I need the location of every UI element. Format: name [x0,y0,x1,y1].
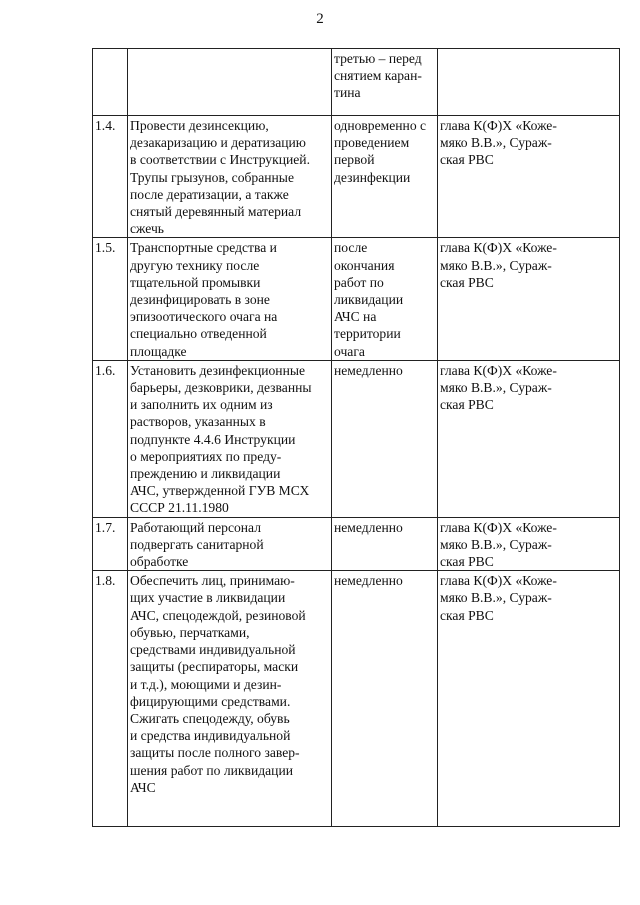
row-number-cell [93,238,128,360]
table-row [93,49,620,116]
row-number: 1.8. [95,573,116,589]
table-row [93,571,620,827]
responsible-cell [438,49,620,116]
responsible-cell [438,517,620,571]
term-text: немедленно [334,573,403,589]
action-cell [128,49,332,116]
action-text: Установить дезинфекционные барьеры, дезковрики, дезванны и заполнить их одним из растворов, указанных в подпункте 4.4.6 Инструкции о мероприятиях по преду- преждению и ликвидации АЧС, утвержденной ГУВ МСХ СССР 21.11.1980 [130,362,312,516]
term-cell [332,517,438,571]
term-text: немедленно [334,362,403,378]
action-cell [128,517,332,571]
row-number: 1.7. [95,519,116,535]
responsible-cell [438,238,620,360]
term-cell [332,238,438,360]
measures-table [92,48,620,827]
responsible-text: глава К(Ф)Х «Коже- мяко В.В.», Сураж- ская РВС [440,573,557,623]
table-row [93,360,620,517]
action-text: Обеспечить лиц, принимаю- щих участие в ликвидации АЧС, спецодеждой, резиновой обувью, перчатками, средствами индивидуальной защиты (респираторы, маски и т.д.), моющими и дезин- фицирующими средствами. Сжигать спецодежду, обувь и средства индивидуальной защиты после полного завер- шения работ по ликвидации АЧС [130,573,306,795]
term-cell [332,49,438,116]
action-cell [128,360,332,517]
row-number-cell [93,116,128,238]
row-number-cell [93,571,128,827]
term-text: немедленно [334,519,403,535]
term-text: одновременно с проведением первой дезинфекции [334,118,427,185]
table-row [93,238,620,360]
term-cell [332,116,438,238]
responsible-cell [438,360,620,517]
row-number-cell [93,49,128,116]
action-cell [128,238,332,360]
responsible-text: глава К(Ф)Х «Коже- мяко В.В.», Сураж- ская РВС [440,240,557,290]
table-row [93,517,620,571]
row-number-cell [93,360,128,517]
action-text: Транспортные средства и другую технику после тщательной промывки дезинфицировать в зоне эпизоотического очага на специально отведенной площадке [130,240,278,359]
term-cell [332,571,438,827]
term-text: третью – перед снятием каран- тина [334,51,422,101]
row-number-cell [93,517,128,571]
responsible-text: глава К(Ф)Х «Коже- мяко В.В.», Сураж- ская РВС [440,519,557,570]
responsible-text: глава К(Ф)Х «Коже- мяко В.В.», Сураж- ская РВС [440,362,557,413]
row-number: 1.6. [95,362,116,378]
responsible-cell [438,116,620,238]
responsible-cell [438,571,620,827]
action-cell [128,571,332,827]
term-text: после окончания работ по ликвидации АЧС на территории очага [334,240,404,359]
row-number: 1.5. [95,240,116,256]
action-cell [128,116,332,238]
row-number: 1.4. [95,118,116,133]
term-cell [332,360,438,517]
page-number: 2 [316,11,324,27]
responsible-text: глава К(Ф)Х «Коже- мяко В.В.», Сураж- ская РВС [440,118,557,168]
action-text: Провести дезинсекцию, дезакаризацию и дератизацию в соответствии с Инструкцией. Трупы грызунов, собранные после дератизации, а также снятый деревянный материал сжечь [130,118,310,237]
action-text: Работающий персонал подвергать санитарной обработке [130,519,264,570]
table-row [93,116,620,238]
